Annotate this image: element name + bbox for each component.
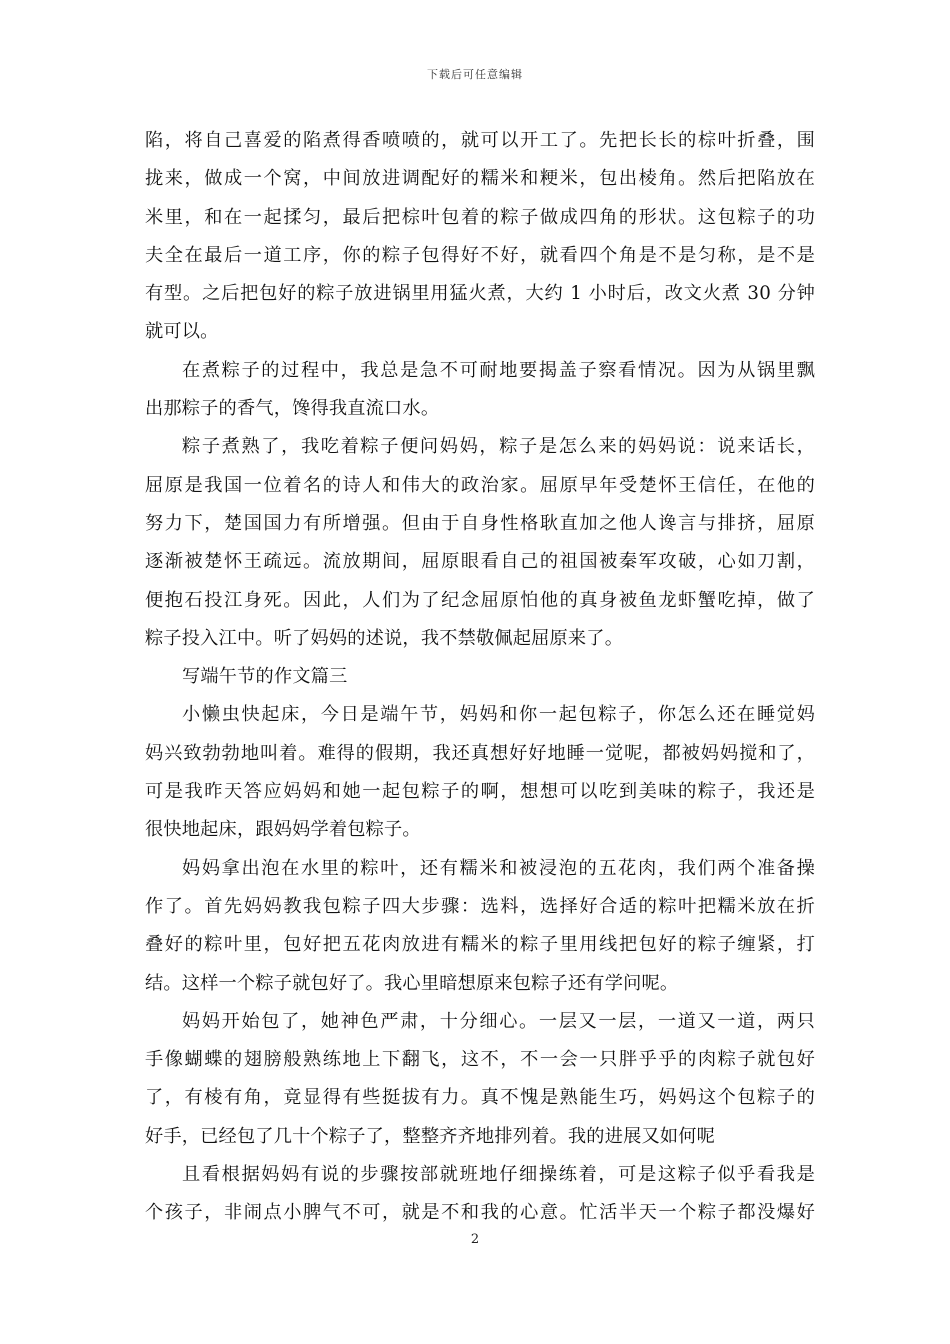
paragraph bbox=[145, 850, 815, 1003]
paragraph bbox=[145, 1003, 815, 1156]
document-body bbox=[145, 122, 815, 1233]
paragraph bbox=[145, 428, 815, 658]
text-line: 粽子投入江中。听了妈妈的述说，我不禁敬佩起屈原来了。 bbox=[145, 627, 624, 649]
page-header: 下载后可任意编辑 bbox=[427, 68, 523, 81]
text-line: 很快地起床，跟妈妈学着包粽子。 bbox=[145, 819, 421, 841]
text-line: 手像蝴蝶的翅膀般熟练地上下翻飞，这不，不一会一只胖乎乎的肉粽子就包好 bbox=[145, 1049, 815, 1071]
text-line: 写端午节的作文篇三 bbox=[182, 666, 348, 688]
paragraph bbox=[145, 122, 815, 352]
text-line: 出那粽子的香气，馋得我直流口水。 bbox=[145, 398, 440, 420]
text-line: 有型。之后把包好的粽子放进锅里用猛火煮，大约 1 小时后，改文火煮 30 分钟 bbox=[145, 283, 815, 305]
text-line: 可是我昨天答应妈妈和她一起包粽子的啊，想想可以吃到美味的粽子，我还是 bbox=[145, 781, 815, 803]
text-line: 在煮粽子的过程中，我总是急不可耐地要揭盖子察看情况。因为从锅里飘 bbox=[182, 359, 815, 381]
page-number: 2 bbox=[470, 1232, 480, 1247]
text-line: 结。这样一个粽子就包好了。我心里暗想原来包粽子还有学问呢。 bbox=[145, 972, 679, 994]
text-line: 逐渐被楚怀王疏远。流放期间，屈原眼看自己的祖国被秦军攻破，心如刀割， bbox=[145, 551, 815, 573]
text-line: 拢来，做成一个窝，中间放进调配好的糯米和粳米，包出棱角。然后把陷放在 bbox=[145, 168, 815, 190]
text-line: 就可以。 bbox=[145, 321, 219, 343]
text-line: 小懒虫快起床，今日是端午节，妈妈和你一起包粽子，你怎么还在睡觉妈 bbox=[182, 704, 815, 726]
text-line: 妈妈开始包了，她神色严肃，十分细心。一层又一层，一道又一道，两只 bbox=[182, 1010, 815, 1032]
text-line: 作了。首先妈妈教我包粽子四大步骤：选料，选择好合适的粽叶把糯米放在折 bbox=[145, 895, 815, 917]
text-line: 米里，和在一起揉匀，最后把棕叶包着的粽子做成四角的形状。这包粽子的功 bbox=[145, 206, 815, 228]
text-line: 个孩子，非闹点小脾气不可，就是不和我的心意。忙活半天一个粽子都没爆好 bbox=[145, 1202, 815, 1224]
paragraph bbox=[145, 696, 815, 849]
text-line: 妈妈拿出泡在水里的粽叶，还有糯米和被浸泡的五花肉，我们两个准备操 bbox=[182, 857, 815, 879]
text-line: 好手，已经包了几十个粽子了，整整齐齐地排列着。我的进展又如何呢 bbox=[145, 1125, 716, 1147]
text-line: 便抱石投江身死。因此，人们为了纪念屈原怕他的真身被鱼龙虾蟹吃掉，做了 bbox=[145, 589, 815, 611]
paragraph bbox=[145, 1156, 815, 1233]
text-line: 妈兴致勃勃地叫着。难得的假期，我还真想好好地睡一觉呢，都被妈妈搅和了， bbox=[145, 742, 815, 764]
paragraph bbox=[145, 658, 815, 696]
paragraph bbox=[145, 352, 815, 429]
text-line: 陷，将自己喜爱的陷煮得香喷喷的，就可以开工了。先把长长的棕叶折叠，围 bbox=[145, 130, 815, 151]
text-line: 夫全在最后一道工序，你的粽子包得好不好，就看四个角是不是匀称，是不是 bbox=[145, 244, 815, 266]
text-line: 叠好的粽叶里，包好把五花肉放进有糯米的粽子里用线把包好的粽子缠紧，打 bbox=[145, 934, 815, 956]
text-line: 粽子煮熟了，我吃着粽子便问妈妈，粽子是怎么来的妈妈说：说来话长， bbox=[182, 436, 815, 458]
text-line: 且看根据妈妈有说的步骤按部就班地仔细操练着，可是这粽子似乎看我是 bbox=[182, 1164, 815, 1186]
text-line: 努力下，楚国国力有所增强。但由于自身性格耿直加之他人谗言与排挤，屈原 bbox=[145, 512, 815, 534]
text-line: 屈原是我国一位着名的诗人和伟大的政治家。屈原早年受楚怀王信任，在他的 bbox=[145, 474, 815, 496]
text-line: 了，有棱有角，竟显得有些挺拔有力。真不愧是熟能生巧，妈妈这个包粽子的 bbox=[145, 1087, 815, 1109]
